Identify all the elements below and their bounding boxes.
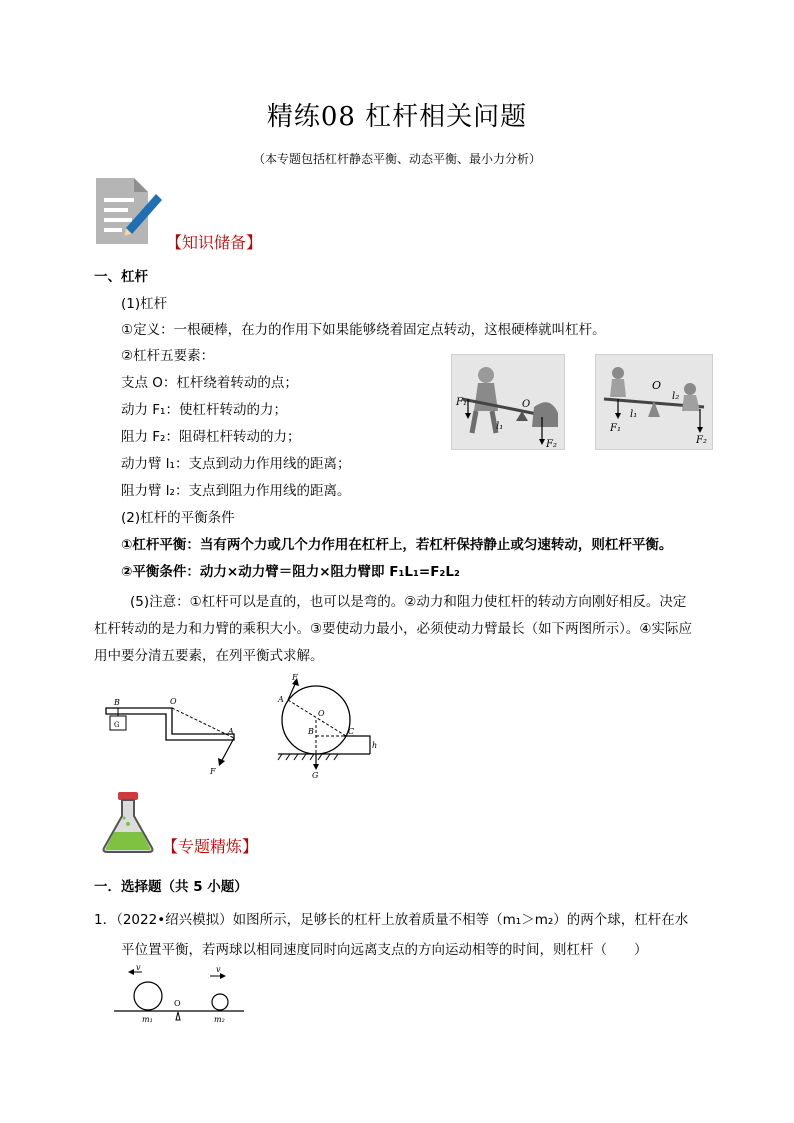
wheel-label-b: B [308, 727, 314, 736]
two-balls-diagram [112, 962, 248, 1026]
wheel-label-h: h [372, 741, 378, 750]
bent-label-a: A [228, 727, 234, 736]
effort-text: 动力 F₁：使杠杆转动的力； [121, 402, 287, 418]
document-pen-icon [94, 176, 166, 246]
balls-label-m2: m₂ [214, 1015, 225, 1024]
question-1-line-1: 1．（2022•绍兴模拟）如图所示，足够长的杠杆上放着质量不相等（m₁＞m₂）的两个球，杠杆在水 [94, 912, 689, 928]
page-subtitle: （本专题包括杠杆静态平衡、动态平衡、最小力分析） [252, 152, 541, 166]
photo2-label-l2: l₂ [672, 391, 680, 402]
balls-label-v-left: v [136, 963, 141, 972]
photo1-label-f2: F₂ [546, 439, 557, 449]
photo2-label-f2: F₂ [696, 435, 707, 446]
practice-heading: 【专题精炼】 [162, 837, 259, 856]
bent-label-f: F [210, 767, 216, 776]
wheel-label-g: G [312, 771, 319, 780]
choice-section-heading: 一．选择题（共 5 小题） [94, 879, 248, 895]
bent-lever-diagram [100, 694, 240, 778]
five-elements-title: ②杠杆五要素： [121, 348, 215, 364]
effort-arm-text: 动力臂 l₁：支点到动力作用线的距离； [121, 456, 351, 472]
balance-subheading: (2)杠杆的平衡条件 [121, 510, 235, 526]
photo1-label-l1: l₁ [496, 421, 504, 432]
note-line-2: 杠杆转动的是力和力臂的乘积大小。③要使动力最小，必须使动力臂最长（如下两图所示）。④实际应 [94, 621, 692, 637]
resistance-arm-text: 阻力臂 l₂：支点到阻力作用线的距离。 [121, 483, 351, 499]
knowledge-heading: 【知识储备】 [166, 233, 263, 252]
balance-condition: ②平衡条件：动力×动力臂＝阻力×阻力臂即 F₁L₁=F₂L₂ [121, 564, 460, 580]
note-line-3: 用中要分清五要素，在列平衡式求解。 [94, 648, 324, 664]
flask-icon [100, 790, 156, 854]
bent-label-o: O [170, 697, 177, 706]
bent-label-b: B [114, 698, 120, 707]
balls-label-v-right: v [216, 965, 221, 974]
photo2-label-f1: F₁ [610, 423, 621, 434]
balance-definition: ①杠杆平衡：当有两个力或几个力作用在杠杆上，若杠杆保持静止或匀速转动，则杠杆平衡。 [121, 537, 673, 553]
balls-label-m1: m₁ [142, 1015, 153, 1024]
photo2-label-l1: l₁ [630, 409, 638, 420]
wheel-step-diagram [272, 672, 384, 780]
wheel-label-o: O [318, 709, 325, 718]
fulcrum-text: 支点 O：杠杆绕着转动的点； [121, 375, 298, 391]
bent-label-g: G [114, 721, 120, 729]
wheel-label-f: F [292, 673, 298, 682]
lever-definition: ①定义：一根硬棒，在力的作用下如果能够绕着固定点转动，这根硬棒就叫杠杆。 [121, 322, 606, 338]
section-lever-heading: 一、杠杆 [94, 269, 148, 285]
wheel-label-c: C [348, 727, 355, 736]
resistance-text: 阻力 F₂：阻碍杠杆转动的力； [121, 429, 301, 445]
question-1-line-2: 平位置平衡，若两球以相同速度同时向远离支点的方向运动相等的时间，则杠杆（ ） [121, 942, 648, 958]
note-line-1: (5)注意：①杠杆可以是直的，也可以是弯的。②动力和阻力使杠杆的转动方向刚好相反。决定 [130, 594, 687, 610]
lever-subheading: (1)杠杆 [121, 296, 168, 312]
photo1-label-o: O [522, 399, 531, 410]
lever-photo-rock [451, 354, 565, 450]
photo2-label-o: O [652, 379, 662, 392]
wheel-label-a: A [278, 695, 284, 704]
photo1-label-f1: F₁ [456, 397, 467, 408]
balls-label-o: O [174, 999, 181, 1008]
page-title: 精练08 杠杆相关问题 [266, 102, 528, 132]
seesaw-photo [595, 354, 713, 450]
